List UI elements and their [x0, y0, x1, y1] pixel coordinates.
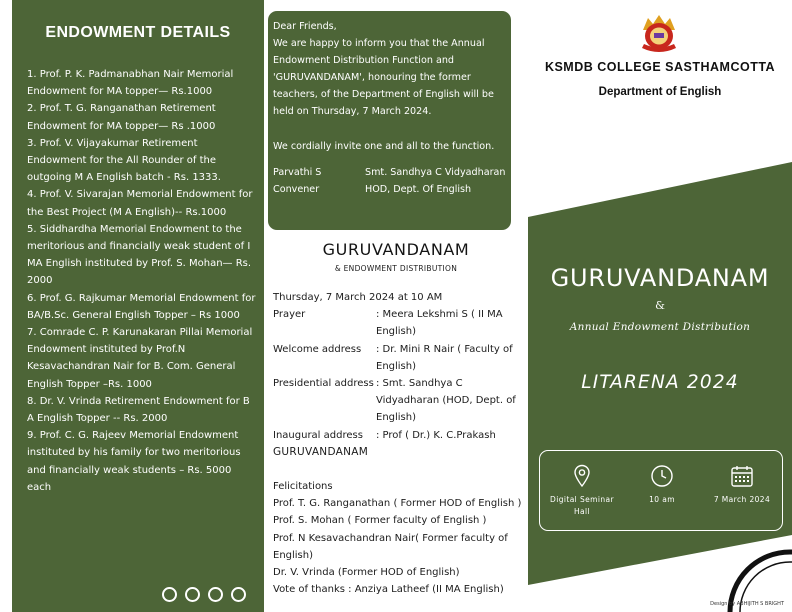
hod-role: HOD, Dept. Of English: [365, 183, 472, 195]
schedule-value: : Smt. Sandhya C Vidyadharan (HOD, Dept. of English): [376, 378, 516, 424]
college-name: KSMDB COLLEGE SASTHAMCOTTA: [544, 60, 776, 74]
schedule-value: : Prof ( Dr.) K. C.Prakash: [376, 429, 496, 441]
cover-title: GURUVANDANAM: [550, 264, 770, 292]
letter-paragraph-1: We are happy to inform you that the Annual Endowment Distribution Function and 'GURUVANDANAM', honouring the former teachers, of the Department of English will be held on Thursday, 7 March 2024.: [273, 38, 494, 118]
programme-schedule: [273, 289, 528, 444]
location-pin-icon: [573, 464, 591, 488]
programme-subtitle: & ENDOWMENT DISTRIBUTION: [334, 264, 458, 273]
endowment-item: 6. Prof. G. Rajkumar Memorial Endowment for BA/B.Sc. General English Topper – Rs 1000: [27, 292, 256, 321]
schedule-label: Inaugural address: [273, 429, 363, 441]
event-name: LITARENA 2024: [581, 372, 739, 393]
schedule-value: : Meera Lekshmi S ( II MA English): [376, 309, 503, 338]
college-emblem-icon: [639, 12, 679, 56]
letter-paragraph-2: We cordially invite one and all to the function.: [273, 140, 495, 152]
schedule-row: [273, 341, 528, 375]
endowment-item: 8. Dr. V. Vrinda Retirement Endowment for B A English Topper -- Rs. 2000: [27, 395, 250, 425]
event-info-box: [539, 450, 783, 531]
schedule-row: [273, 306, 528, 340]
endowment-item: 1. Prof. P. K. Padmanabhan Nair Memorial Endowment for MA topper— Rs.1000: [27, 69, 234, 98]
invitation-letter: [268, 11, 511, 230]
convener-role: Convener: [273, 183, 320, 195]
endowment-heading: ENDOWMENT DETAILS: [45, 24, 231, 41]
guruvandanam-heading: GURUVANDANAM: [273, 446, 369, 458]
programme-panel: [264, 0, 528, 612]
decorative-circles: [162, 587, 246, 602]
endowment-item: 5. Siddhardha Memorial Endowment to the meritorious and financially weak student of I MA English instituted by Prof. S. Mohan— Rs. 2000: [27, 223, 252, 287]
letter-signatures: [273, 164, 506, 198]
felicitations-label: Felicitations: [273, 481, 333, 492]
letter-greeting: Dear Friends,: [273, 21, 337, 32]
endowment-item: 2. Prof. T. G. Ranganathan Retirement Endowment for MA topper— Rs .1000: [27, 103, 216, 132]
venue-text: Digital Seminar Hall: [550, 495, 614, 516]
schedule-label: Welcome address: [273, 343, 362, 355]
convener-name: Parvathi S: [273, 166, 322, 178]
date-info: [702, 464, 782, 506]
cover-ampersand: &: [655, 299, 665, 312]
hod-name: Smt. Sandhya C Vidyadharan: [365, 166, 506, 178]
cover-subtitle: Annual Endowment Distribution: [569, 321, 751, 333]
circle-icon: [231, 587, 246, 602]
date-text: 7 March 2024: [713, 495, 771, 504]
programme-title: GURUVANDANAM: [322, 240, 470, 259]
calendar-icon: [730, 464, 754, 488]
programme-datetime: Thursday, 7 March 2024 at 10 AM: [273, 292, 443, 303]
design-credit: Design by ABHIJITH S BRIGHT: [710, 601, 784, 607]
circle-icon: [162, 587, 177, 602]
felicitation-item: Prof. S. Mohan ( Former faculty of English ): [273, 515, 487, 527]
endowment-item: 3. Prof. V. Vijayakumar Retirement Endowment for the All Rounder of the outgoing M A English batch - Rs. 1333.: [27, 137, 221, 184]
schedule-row: [273, 375, 528, 427]
endowment-item: 7. Comrade C. P. Karunakaran Pillai Memorial Endowment instituted by Prof.N Kesavachandran Nair for B. Com. General English Topper –Rs. 1000: [27, 327, 253, 390]
schedule-row: [273, 427, 528, 444]
endowment-details-panel: [12, 0, 264, 612]
circle-icon: [185, 587, 200, 602]
endowment-item: 4. Prof. V. Sivarajan Memorial Endowment for the Best Project (M A English)-- Rs.1000: [27, 189, 253, 218]
felicitation-item: Prof. N Kesavachandran Nair( Former faculty of English): [273, 532, 508, 561]
endowment-item: 9. Prof. C. G. Rajeev Memorial Endowment instituted by his family for two meritorious and financially weak students – Rs. 5000 each: [27, 430, 241, 493]
cover-panel: [528, 0, 792, 612]
schedule-label: Prayer: [273, 309, 306, 321]
time-text: 10 am: [649, 495, 675, 504]
department-name: Department of English: [598, 86, 722, 98]
time-info: [622, 464, 702, 506]
felicitation-item: Dr. V. Vrinda (Former HOD of English): [273, 567, 460, 579]
venue-info: [542, 464, 622, 518]
schedule-value: : Dr. Mini R Nair ( Faculty of English): [376, 343, 513, 372]
clock-icon: [650, 464, 674, 488]
endowment-list: [27, 66, 257, 496]
vote-of-thanks: Vote of thanks : Anziya Latheef (II MA English): [273, 584, 504, 596]
felicitation-item: Prof. T. G. Ranganathan ( Former HOD of English ): [273, 498, 522, 510]
circle-icon: [208, 587, 223, 602]
felicitations-list: [273, 478, 528, 598]
schedule-label: Presidential address: [273, 378, 374, 390]
